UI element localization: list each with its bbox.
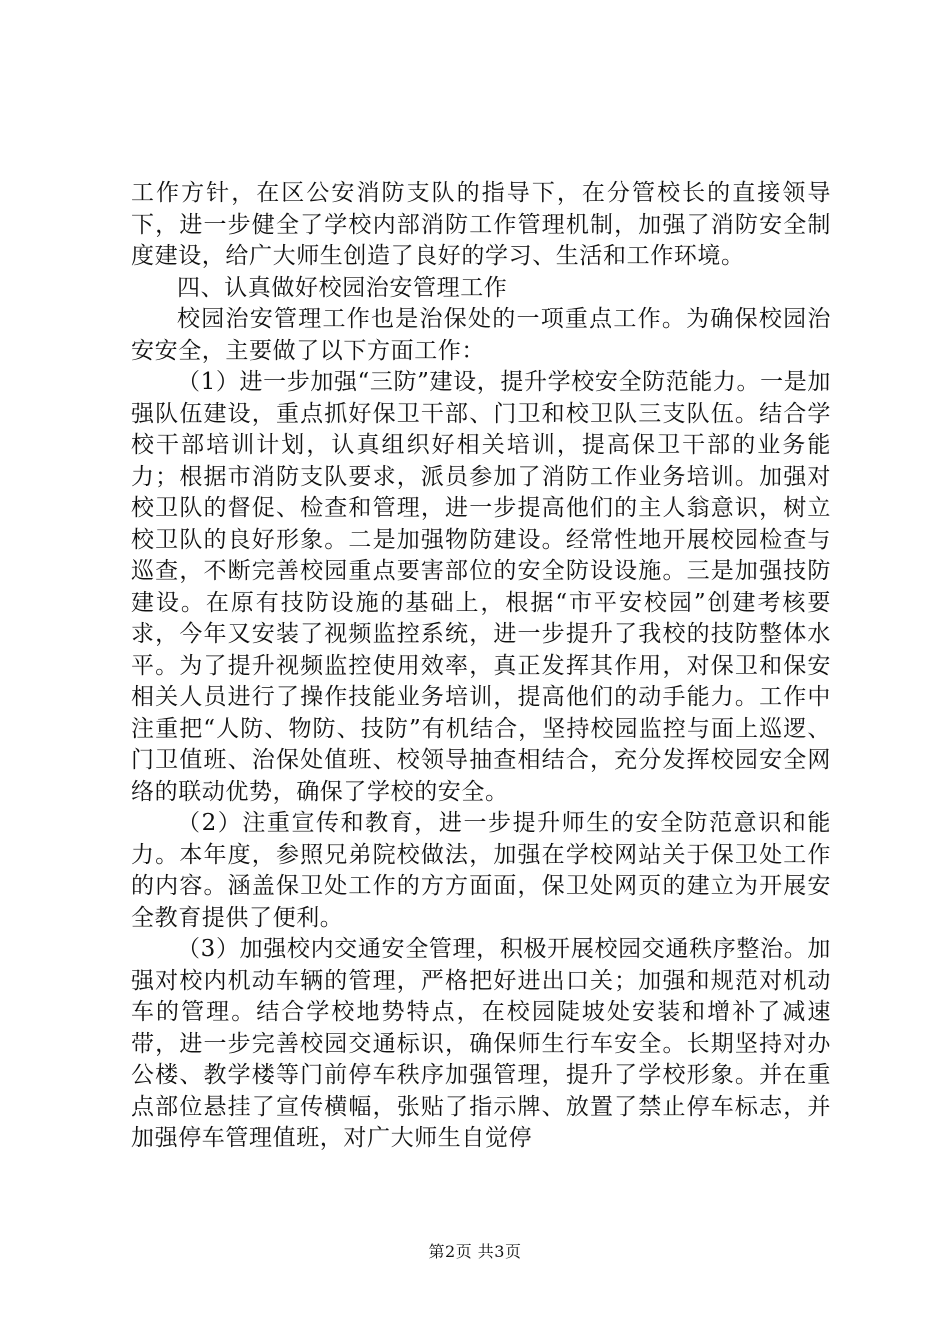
paragraph-item-1: （1）进一步加强“三防”建设，提升学校安全防范能力。一是加强队伍建设，重点抓好保卫干部、门卫和校卫队三支队伍。结合学校干部培训计划，认真组织好相关培训，提高保卫干部的业务能力；根据市消防支队要求，派员参加了消防工作业务培训。加强对校卫队的督促、检查和管理，进一步提高他们的主人翁意识，树立校卫队的良好形象。二是加强物防建设。经常性地开展校园检查与巡查，不断完善校园重点要害部位的安全防设设施。三是加强技防建设。在原有技防设施的基础上，根据“市平安校园”创建考核要求，今年又安装了视频监控系统，进一步提升了我校的技防整体水平。为了提升视频监控使用效率，真正发挥其作用，对保卫和保安相关人员进行了操作技能业务培训，提高他们的动手能力。工作中注重把“人防、物防、技防”有机结合，坚持校园监控与面上巡逻、门卫值班、治保处值班、校领导抽查相结合，充分发挥校园安全网络的联动优势，确保了学校的安全。: [131, 369, 831, 805]
document-body: [131, 178, 831, 1155]
section-heading: 四、认真做好校园治安管理工作: [177, 274, 508, 301]
page-number-footer: 第2页 共3页: [428, 1242, 522, 1261]
paragraph-continuation: 工作方针，在区公安消防支队的指导下，在分管校长的直接领导下，进一步健全了学校内部消防工作管理机制，加强了消防安全制度建设，给广大师生创造了良好的学习、生活和工作环境。: [131, 180, 831, 269]
paragraph-item-2: （2）注重宣传和教育，进一步提升师生的安全防范意识和能力。本年度，参照兄弟院校做法，加强在学校网站关于保卫处工作的内容。涵盖保卫处工作的方方面面，保卫处网页的建立为开展安全教育提供了便利。: [131, 810, 831, 931]
paragraph-intro: 校园治安管理工作也是治保处的一项重点工作。为确保校园治安安全，主要做了以下方面工作：: [131, 306, 831, 364]
paragraph-item-3: （3）加强校内交通安全管理，积极开展校园交通秩序整治。加强对校内机动车辆的管理，严格把好进出口关；加强和规范对机动车的管理。结合学校地势特点，在校园陡坡处安装和增补了减速带，进一步完善校园交通标识，确保师生行车安全。长期坚持对办公楼、教学楼等门前停车秩序加强管理，提升了学校形象。并在重点部位悬挂了宣传横幅，张贴了指示牌、放置了禁止停车标志，并加强停车管理值班，对广大师生自觉停: [131, 936, 831, 1151]
